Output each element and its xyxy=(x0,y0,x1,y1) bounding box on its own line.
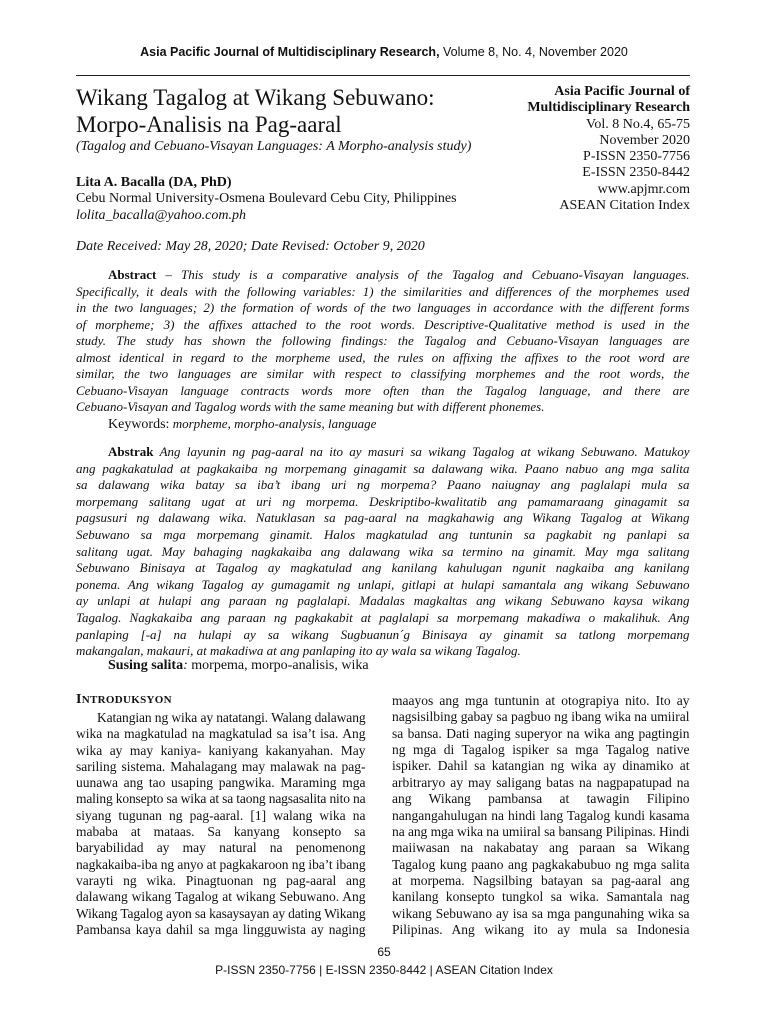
abstract-line: almost identical in regard to the morpheme used, the rules on affixing the affixes to the root word are xyxy=(76,349,690,365)
footer-issn: P-ISSN 2350-7756 | E-ISSN 2350-8442 | ASEAN Citation Index xyxy=(215,963,553,977)
title-line: Wikang Tagalog at Wikang Sebuwano: xyxy=(76,85,435,110)
body-line: wikang Sebuwano ay isa sa mga pangunahing wika sa xyxy=(392,905,690,921)
body-line: nangangahulugan na hindi lang Tagalog kundi kasama xyxy=(392,807,690,823)
body-line: at morpema. Nagsilbing batayan sa pag-aaral ang xyxy=(392,872,690,888)
body-line: sariling sistema. Mahalagang may malawak na pag- xyxy=(76,758,366,774)
abstrak-line-text: Ang layunin ng pag-aaral na ito ay masuri sa wikang Tagalog at wikang Sebuwano. Matukoy xyxy=(153,444,690,459)
body-line: maling konsepto sa wika at sa taong nagsasalita nito na xyxy=(76,791,366,807)
abstract-label: Abstract xyxy=(108,267,157,282)
body-line: wika na magkatulad na magkatulad sa isa’t isa. Ang xyxy=(76,726,366,742)
abstract-line xyxy=(108,267,690,284)
journal-date: November 2020 xyxy=(599,132,690,148)
body-line: varayti ng wika. Pinagtuonan ng pag-aaral ang xyxy=(76,872,366,888)
body-column-left xyxy=(76,692,366,938)
body-column-right xyxy=(392,693,690,938)
abstract-line: Cebuano-Visayan and Tagalog words with the same meaning but with different phonemes. xyxy=(76,399,545,414)
body-line: sa bansa. Dati naging superyor na wika ang pagtingin xyxy=(392,725,690,741)
susing-salita-label: Susing salita xyxy=(108,658,184,673)
body-line: kanilang konsepto tungkol sa wika. Samantala nag xyxy=(392,889,690,905)
author-affiliation: Cebu Normal University-Osmena Boulevard Cebu City, Philippines xyxy=(76,191,457,207)
abstrak-line: ang pagkakatulad at pagkakaiba ng morpemang ginagamit sa dalawang wika. Paano nabuo ang mga salita xyxy=(76,460,690,476)
body-line: Wikang Tagalog ayon sa kasaysayan ay dating Wikang xyxy=(76,905,366,921)
abstract-line: study. The study has shown the following findings: the Tagalog and Cebuano-Visayan languages are xyxy=(76,333,690,348)
susing-salita xyxy=(108,658,369,675)
journal-info xyxy=(527,84,690,214)
abstrak-line: Sebuwano sa mga morpemang ginamit. Halos magkatulad ang tuntunin sa pagkabit ng panlapi sa xyxy=(76,526,690,542)
abstrak-line: ay unlapi at hulapi ang paraan ng paglalapi. Madalas magkaltas ang wikang Sebuwano kaysa wikang xyxy=(76,593,690,609)
susing-salita-colon: : xyxy=(183,658,188,673)
abstract-line-text: – This study is a comparative analysis of the Tagalog and Cebuano-Visayan languages. xyxy=(156,267,690,282)
journal-volume: Vol. 8 No.4, 65-75 xyxy=(586,116,690,132)
author-name: Lita A. Bacalla (DA, PhD) xyxy=(76,175,232,190)
author-email: lolita_bacalla@yahoo.com.ph xyxy=(76,207,246,223)
header-rule xyxy=(76,75,690,76)
abstract-line: similar, the two languages are similar with respect to classifying morphemes and the root words, the xyxy=(76,366,690,381)
body-line: maiiwasan na nakabatay ang paraan sa Wikang xyxy=(392,840,690,856)
page-number: 65 xyxy=(377,945,391,959)
journal-name-line: Asia Pacific Journal of xyxy=(554,84,690,99)
abstrak xyxy=(76,444,690,660)
journal-name-line: Multidisciplinary Research xyxy=(527,100,690,116)
author-block xyxy=(76,175,457,224)
body-line: Katangian ng wika ay natatangi. Walang dalawang xyxy=(97,710,366,725)
body-line: uunawa ang tao usaping pangwika. Maraming mga xyxy=(76,775,366,791)
submission-dates: Date Received: May 28, 2020; Date Revised: October 9, 2020 xyxy=(76,239,425,254)
keywords xyxy=(108,416,376,434)
running-header-journal: Asia Pacific Journal of Multidisciplinary Research, xyxy=(140,45,440,59)
running-header-issue: Volume 8, No. 4, November 2020 xyxy=(439,45,628,59)
body-line: wika ay may kaniya- kaniyang kakanyahan. May xyxy=(76,742,366,758)
body-line: mababa at mataas. Sa kanyang konsepto sa xyxy=(76,824,366,840)
body-line: dalawang wikang Tagalog at wikang Sebuwano. Ang xyxy=(76,889,366,905)
journal-website: www.apjmr.com xyxy=(597,181,690,197)
running-header xyxy=(0,43,768,61)
body-line: siyang tugunan ng pag-aaral. [1] walang wika na xyxy=(76,807,366,823)
body-line: ispiker. Dahil sa katangian ng wika ay dinamiko at xyxy=(392,758,690,774)
abstrak-line: morpemang salitang ugat at uri ng morpema. Deskriptibo-kwalitatib ang pamamaraang ginagamit sa xyxy=(76,493,690,509)
body-line: ang Wikang pambansa at tawagin Filipino xyxy=(392,791,690,807)
abstrak-line xyxy=(108,444,690,461)
title-line: Morpo-Analisis na Pag-aaral xyxy=(76,112,342,137)
journal-e-issn: E-ISSN 2350-8442 xyxy=(582,165,690,181)
body-line: nagkakaiba-iba ng anyo at pagkakaroon ng iba’t ibang xyxy=(76,856,366,872)
journal-p-issn: P-ISSN 2350-7756 xyxy=(583,149,690,165)
body-line: na ang mga wika na umiiral sa bansang Pilipinas. Hindi xyxy=(392,823,690,839)
abstrak-line: panlaping [-a] na hulapi ay sa wikang Sugbuanun´g Binisaya ay ginamit sa tatlong morpemang xyxy=(76,626,690,642)
abstract-line: of morpheme; 3) the affixes attached to the root words. Descriptive-Qualitative method is used in the xyxy=(76,316,690,332)
susing-salita-text: morpema, morpo-analisis, wika xyxy=(187,658,369,673)
body-line: arbitraryo ay may saligang batas na nagpapatupad na xyxy=(392,774,690,790)
body-line: Pambansa kaya dahil sa mga lingguwista ay naging xyxy=(76,921,366,937)
body-line: ng mga di Tagalog ispiker sa mga Tagalog native xyxy=(392,742,690,758)
journal-index: ASEAN Citation Index xyxy=(559,198,690,214)
section-heading: INTRODUKSYON xyxy=(76,692,172,707)
body-line: baryabilidad ay may natural na penomenong xyxy=(76,840,366,856)
abstrak-line: pagsusuri ng dalawang wika. Natuklasan sa pag-aaral na magkahawig ang Wikang Tagalog at Wikang xyxy=(76,510,690,526)
abstract-line: Specifically, it deals with the following variables: 1) the similarities and differences of the morphemes used xyxy=(76,283,690,299)
abstrak-label: Abstrak xyxy=(108,444,154,459)
abstrak-line: ponema. Ang wikang Tagalog ay gumagamit ng unlapi, gitlapi at hulapi samantala ang wikang Sebuwano xyxy=(76,576,690,592)
abstract xyxy=(76,267,690,416)
abstract-line: Cebuano-Visayan language contracts words more often than the Tagalog language, and there are xyxy=(76,382,690,398)
keywords-text: morpheme, morpho-analysis, language xyxy=(169,416,377,431)
body-line: nagsisilbing gabay sa pagbuo ng ibang wika na umiiral xyxy=(392,709,690,725)
abstrak-line: sa dalawang wika batay sa iba’t ibang uri ng morpema? Paano naiugnay ang paglalapi mula sa xyxy=(76,477,690,493)
body-line: maayos ang mga tuntunin at otograpiya nito. Ito ay xyxy=(392,693,690,708)
english-title: (Tagalog and Cebuano-Visayan Languages: A Morpho-analysis study) xyxy=(76,139,472,154)
body-line: Pilipinas. Ang wikang ito ay mula sa Indonesia xyxy=(392,922,690,938)
abstrak-line: salitang ugat. May bahaging nagkakaiba ang dalawang wika sa termino na ginamit. May mga salitang xyxy=(76,543,690,559)
abstrak-line: makangalan, makauri, at makadiwa at ang panlaping ito ay wala sa wikang Tagalog. xyxy=(76,643,521,659)
abstrak-line: Tagalog. Nagkakaiba ang paraan ng pagkakabit at paglalapi sa morpemang makadiwa o makalihuk. Ang xyxy=(76,609,690,625)
paper-title xyxy=(76,84,435,138)
body-line: Tagalog kung paano ang pagkakabubuo ng mga salita xyxy=(392,856,690,872)
keywords-label: Keywords: xyxy=(108,417,170,432)
abstrak-line: Sebuwano Binisaya at Tagalog ay magkatulad ang kanilang kahulugan ngunit nagkaiba ang kanilang xyxy=(76,560,690,576)
abstract-line: in the two languages; 2) the formation of words of the two languages in accordance with the different forms xyxy=(76,300,690,315)
